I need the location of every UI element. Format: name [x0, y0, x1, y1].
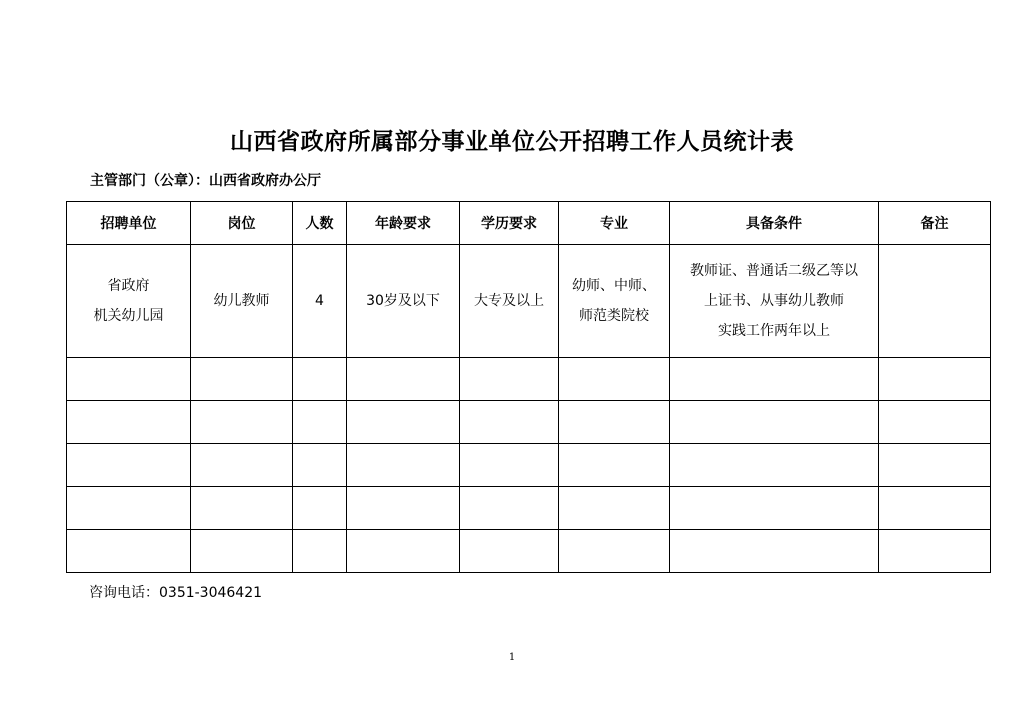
table-row [67, 245, 991, 358]
cell-major [559, 245, 670, 358]
header-cell-count: 人数 [293, 202, 347, 245]
empty-table-row [67, 358, 991, 401]
cell-conditions-text: 教师证、普通话二级乙等以 上证书、从事幼儿教师 实践工作两年以上 [690, 263, 858, 339]
hotline-text: 咨询电话：0351-3046421 [89, 585, 263, 601]
cell-major-text: 幼师、中师、 师范类院校 [572, 278, 656, 324]
cell-age [347, 245, 460, 358]
cell-age-text: 30岁及以下 [366, 293, 440, 309]
header-cell-position: 岗位 [191, 202, 293, 245]
cell-remarks [879, 245, 991, 358]
header-cell-education: 学历要求 [460, 202, 559, 245]
cell-conditions [670, 245, 879, 358]
header-cell-remarks: 备注 [879, 202, 991, 245]
header-cell-major: 专业 [559, 202, 670, 245]
empty-table-row [67, 401, 991, 444]
table-header-row [67, 202, 991, 245]
cell-count-text: 4 [315, 293, 324, 309]
empty-table-row [67, 444, 991, 487]
recruitment-table [66, 201, 991, 573]
cell-count [293, 245, 347, 358]
header-cell-unit: 招聘单位 [67, 202, 191, 245]
header-cell-age: 年龄要求 [347, 202, 460, 245]
cell-position [191, 245, 293, 358]
cell-education-text: 大专及以上 [474, 293, 544, 309]
cell-education [460, 245, 559, 358]
empty-table-row [67, 487, 991, 530]
header-cell-conditions: 具备条件 [670, 202, 879, 245]
cell-position-text: 幼儿教师 [213, 293, 270, 309]
cell-unit-text: 省政府 机关幼儿园 [93, 278, 164, 324]
page-number: 1 [508, 652, 516, 663]
department-line: 主管部门（公章）：山西省政府办公厅 [90, 173, 321, 189]
empty-table-row [67, 530, 991, 573]
document-title: 山西省政府所属部分事业单位公开招聘工作人员统计表 [230, 129, 794, 155]
cell-unit [67, 245, 191, 358]
